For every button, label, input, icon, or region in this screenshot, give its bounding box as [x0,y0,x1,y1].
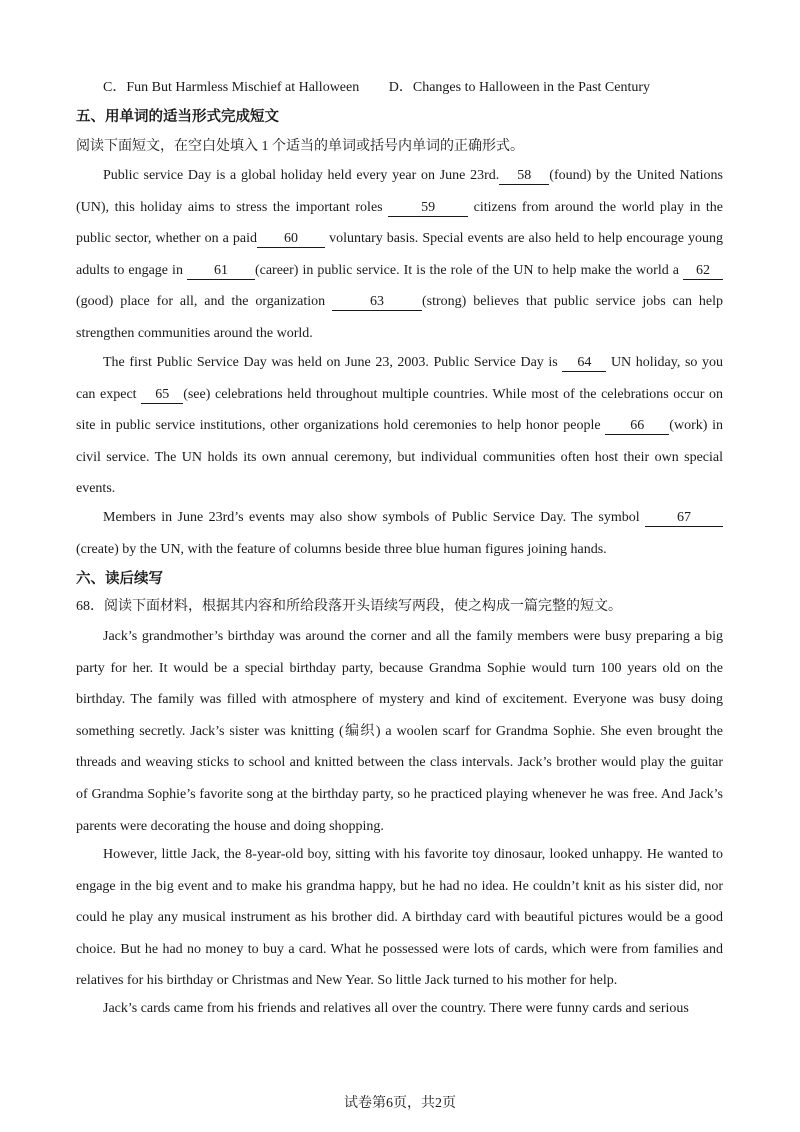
blank-58[interactable]: 58 [499,168,549,185]
blank-67[interactable]: 67 [645,510,723,527]
story-paragraph-2: However, little Jack, the 8-year-old boy, sitting with his favorite toy dinosaur, looked unhappy. He wanted to engage in the big event and to make his grandma happy, but he had no idea. He couldn’t knit as his sister did, nor could he play any musical instrument as his brother did. A birthday card with beautiful pictures would be a good choice. But he had no money to buy a card. What he possessed were lots of cards, which were from families and relatives for his birthday or Christmas and New Year. So little Jack turned to his mother for help. [76,847,723,989]
blank-65[interactable]: 65 [141,387,183,404]
blank-63[interactable]: 63 [332,294,422,311]
text: Members in June 23rd’s events may also show symbols of Public Service Day. The symbol [103,510,645,525]
text: (found) by the United Nations (UN), this holiday aims to stress the important roles [76,168,724,215]
text: (create) by the UN, with the feature of columns beside three blue human figures joining hands. [76,541,607,557]
cloze-paragraph-1 [76,160,723,350]
text: (see) celebrations held throughout multiple countries. While most of the celebrations occur on site in public service institutions, other organizations hold ceremonies to help honor people [76,386,724,434]
cloze-paragraph-3 [76,502,723,565]
blank-61[interactable]: 61 [187,263,255,280]
blank-60[interactable]: 60 [257,231,325,248]
section6-instruction: 68．阅读下面材料，根据其内容和所给段落开头语续写两段，使之构成一篇完整的短文。 [76,599,622,614]
text: (good) place for all, and the organization [76,294,332,310]
text: UN holiday, so you can expect [76,355,723,402]
story-paragraph-3: Jack’s cards came from his friends and relatives all over the country. There were funny cards and serious [103,1001,689,1016]
text: (career) in public service. It is the role of the UN to help make the world a [254,262,683,278]
cloze-paragraph-2 [76,347,723,505]
option-d: D．Changes to Halloween in the Past Century [388,80,651,95]
text: (strong) believes that public service jobs can help strengthen communities around the world. [76,294,723,341]
blank-64[interactable]: 64 [562,355,606,372]
text: (work) in civil service. The UN holds its own annual ceremony, but individual communities often host their own special events. [76,418,723,497]
option-c: C．Fun But Harmless Mischief at Halloween [103,80,360,95]
story-paragraph-1: Jack’s grandmother’s birthday was around the corner and all the family members were busy preparing a big party for her. It would be a special birthday party, because Grandma Sophie would turn 100 years old on the birthday. The family was filled with atmosphere of mystery and kind of excitement. Everyone was busy doing something secretly. Jack’s sister was knitting (编织) a woolen scarf for Grandma Sophie. She even brought the threads and weaving sticks to school and knitted between the class intervals. Jack’s brother would play the guitar of Grandma Sophie’s favorite song at the birthday party, so he practiced playing whenever he was free. And Jack’s parents were decorating the house and doing shopping. [76,629,723,834]
blank-62[interactable]: 62 [683,263,723,280]
page-footer: 试卷第6页，共2页 [344,1096,456,1111]
text: citizens from around the world play in the public sector, whether on a paid [76,199,723,247]
answer-options [103,78,650,98]
text: voluntary basis. Special events are also held to help encourage young adults to engage in [76,231,723,278]
section5-instruction: 阅读下面短文，在空白处填入 1 个适当的单词或括号内单词的正确形式。 [76,139,524,154]
section5-heading: 五、用单词的适当形式完成短文 [76,109,279,125]
blank-59[interactable]: 59 [388,200,468,217]
section6-heading: 六、读后续写 [76,571,163,587]
text: The first Public Service Day was held on June 23, 2003. Public Service Day is [103,355,563,370]
blank-66[interactable]: 66 [605,418,669,435]
text: Public service Day is a global holiday held every year on June 23rd. [103,168,500,183]
